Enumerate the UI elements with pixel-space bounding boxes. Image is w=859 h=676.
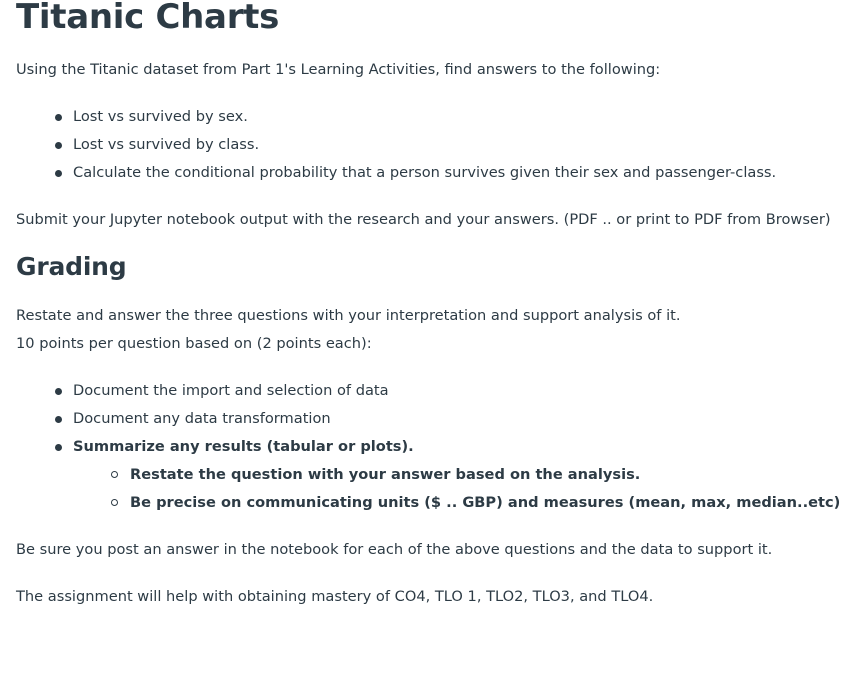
grading-heading: Grading <box>16 252 127 281</box>
bullet-dot-icon <box>55 444 62 451</box>
reminder-text: Be sure you post an answer in the notebook for each of the above questions and the data to support it. <box>16 541 773 558</box>
bullet-dot-icon <box>55 416 62 423</box>
submit-instructions: Submit your Jupyter notebook output with the research and your answers. (PDF .. or print to PDF from Browser) <box>16 211 831 228</box>
sub-list-item <box>16 492 840 520</box>
list-item <box>16 408 840 436</box>
task-list <box>16 106 776 190</box>
grading-item-text: Summarize any results (tabular or plots). <box>73 438 414 455</box>
bullet-circle-icon <box>111 471 118 478</box>
task-item-text: Calculate the conditional probability that a person survives given their sex and passenger-class. <box>73 164 777 181</box>
grading-item-text: Document the import and selection of data <box>73 382 389 399</box>
intro-text: Using the Titanic dataset from Part 1's Learning Activities, find answers to the following: <box>16 61 661 78</box>
grading-line-2: 10 points per question based on (2 points each): <box>16 335 372 352</box>
grading-list <box>16 380 840 520</box>
bullet-circle-icon <box>111 499 118 506</box>
list-item <box>16 106 776 134</box>
grading-item-text: Document any data transformation <box>73 410 331 427</box>
list-item <box>16 134 776 162</box>
bullet-dot-icon <box>55 142 62 149</box>
task-item-text: Lost vs survived by sex. <box>73 108 248 125</box>
grading-subitem-text: Restate the question with your answer based on the analysis. <box>130 466 641 483</box>
bullet-dot-icon <box>55 114 62 121</box>
list-item <box>16 162 776 190</box>
mastery-text: The assignment will help with obtaining mastery of CO4, TLO 1, TLO2, TLO3, and TLO4. <box>16 588 654 605</box>
task-item-text: Lost vs survived by class. <box>73 136 260 153</box>
sub-list-item <box>16 464 840 492</box>
grading-subitem-text: Be precise on communicating units ($ .. GBP) and measures (mean, max, median..etc) <box>130 494 841 511</box>
bullet-dot-icon <box>55 388 62 395</box>
list-item <box>16 380 840 408</box>
bullet-dot-icon <box>55 170 62 177</box>
list-item <box>16 436 840 464</box>
grading-line-1: Restate and answer the three questions with your interpretation and support analysis of it. <box>16 307 681 324</box>
page-title: Titanic Charts <box>16 0 280 37</box>
